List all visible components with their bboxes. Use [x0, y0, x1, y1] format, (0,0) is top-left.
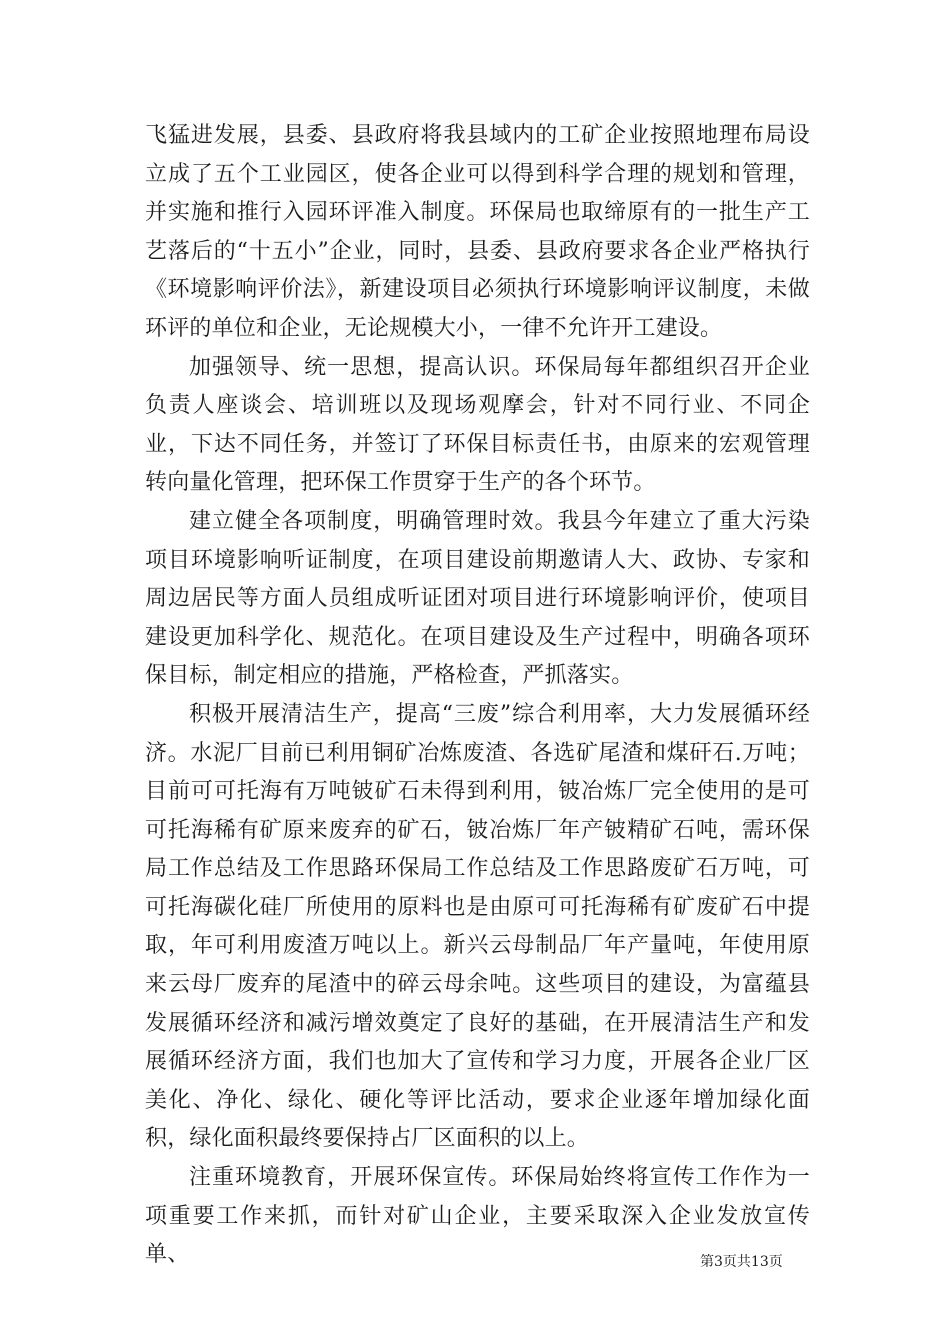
paragraph-1: 飞猛进发展，县委、县政府将我县域内的工矿企业按照地理布局设立成了五个工业园区，使各企业可以得到科学合理的规划和管理，并实施和推行入园环评准入制度。环保局也取缔原有的一批生产工艺落后的“十五小”企业，同时，县委、县政府要求各企业严格执行《环境影响评价法》，新建设项目必须执行环境影响评议制度，未做环评的单位和企业，无论规模大小，一律不允许开工建设。 [145, 123, 810, 341]
paragraph-3: 建立健全各项制度，明确管理时效。我县今年建立了重大污染项目环境影响听证制度，在项目建设前期邀请人大、政协、专家和周边居民等方面人员组成听证团对项目进行环境影响评价，使项目建设更加科学化、规范化。在项目建设及生产过程中，明确各项环保目标，制定相应的措施，严格检查，严抓落实。 [145, 508, 810, 689]
document-body [145, 117, 810, 1275]
paragraph-4: 积极开展清洁生产，提高“三废”综合利用率，大力发展循环经济。水泥厂目前已利用铜矿冶炼废渣、各选矿尾渣和煤矸石.万吨；目前可可托海有万吨铍矿石未得到利用，铍冶炼厂完全使用的是可可托海稀有矿原来废弃的矿石，铍冶炼厂年产铍精矿石吨，需环保局工作总结及工作思路环保局工作总结及工作思路废矿石万吨，可可托海碳化硅厂所使用的原料也是由原可可托海稀有矿废矿石中提取，年可利用废渣万吨以上。新兴云母制品厂年产量吨，年使用原来云母厂废弃的尾渣中的碎云母余吨。这些项目的建设，为富蕴县发展循环经济和减污增效奠定了良好的基础，在开展清洁生产和发展循环经济方面，我们也加大了宣传和学习力度，开展各企业厂区美化、净化、绿化、硬化等评比活动，要求企业逐年增加绿化面积，绿化面积最终要保持占厂区面积的以上。 [145, 701, 810, 1152]
paragraph-5: 注重环境教育，开展环保宣传。环保局始终将宣传工作作为一项重要工作来抓，而针对矿山企业，主要采取深入企业发放宣传单、 [145, 1165, 810, 1268]
page-number-footer: 第3页共13页 [700, 1254, 783, 1270]
paragraph-2: 加强领导、统一思想，提高认识。环保局每年都组织召开企业负责人座谈会、培训班以及现场观摩会，针对不同行业、不同企业，下达不同任务，并签订了环保目标责任书，由原来的宏观管理转向量化管理，把环保工作贯穿于生产的各个环节。 [145, 354, 810, 496]
